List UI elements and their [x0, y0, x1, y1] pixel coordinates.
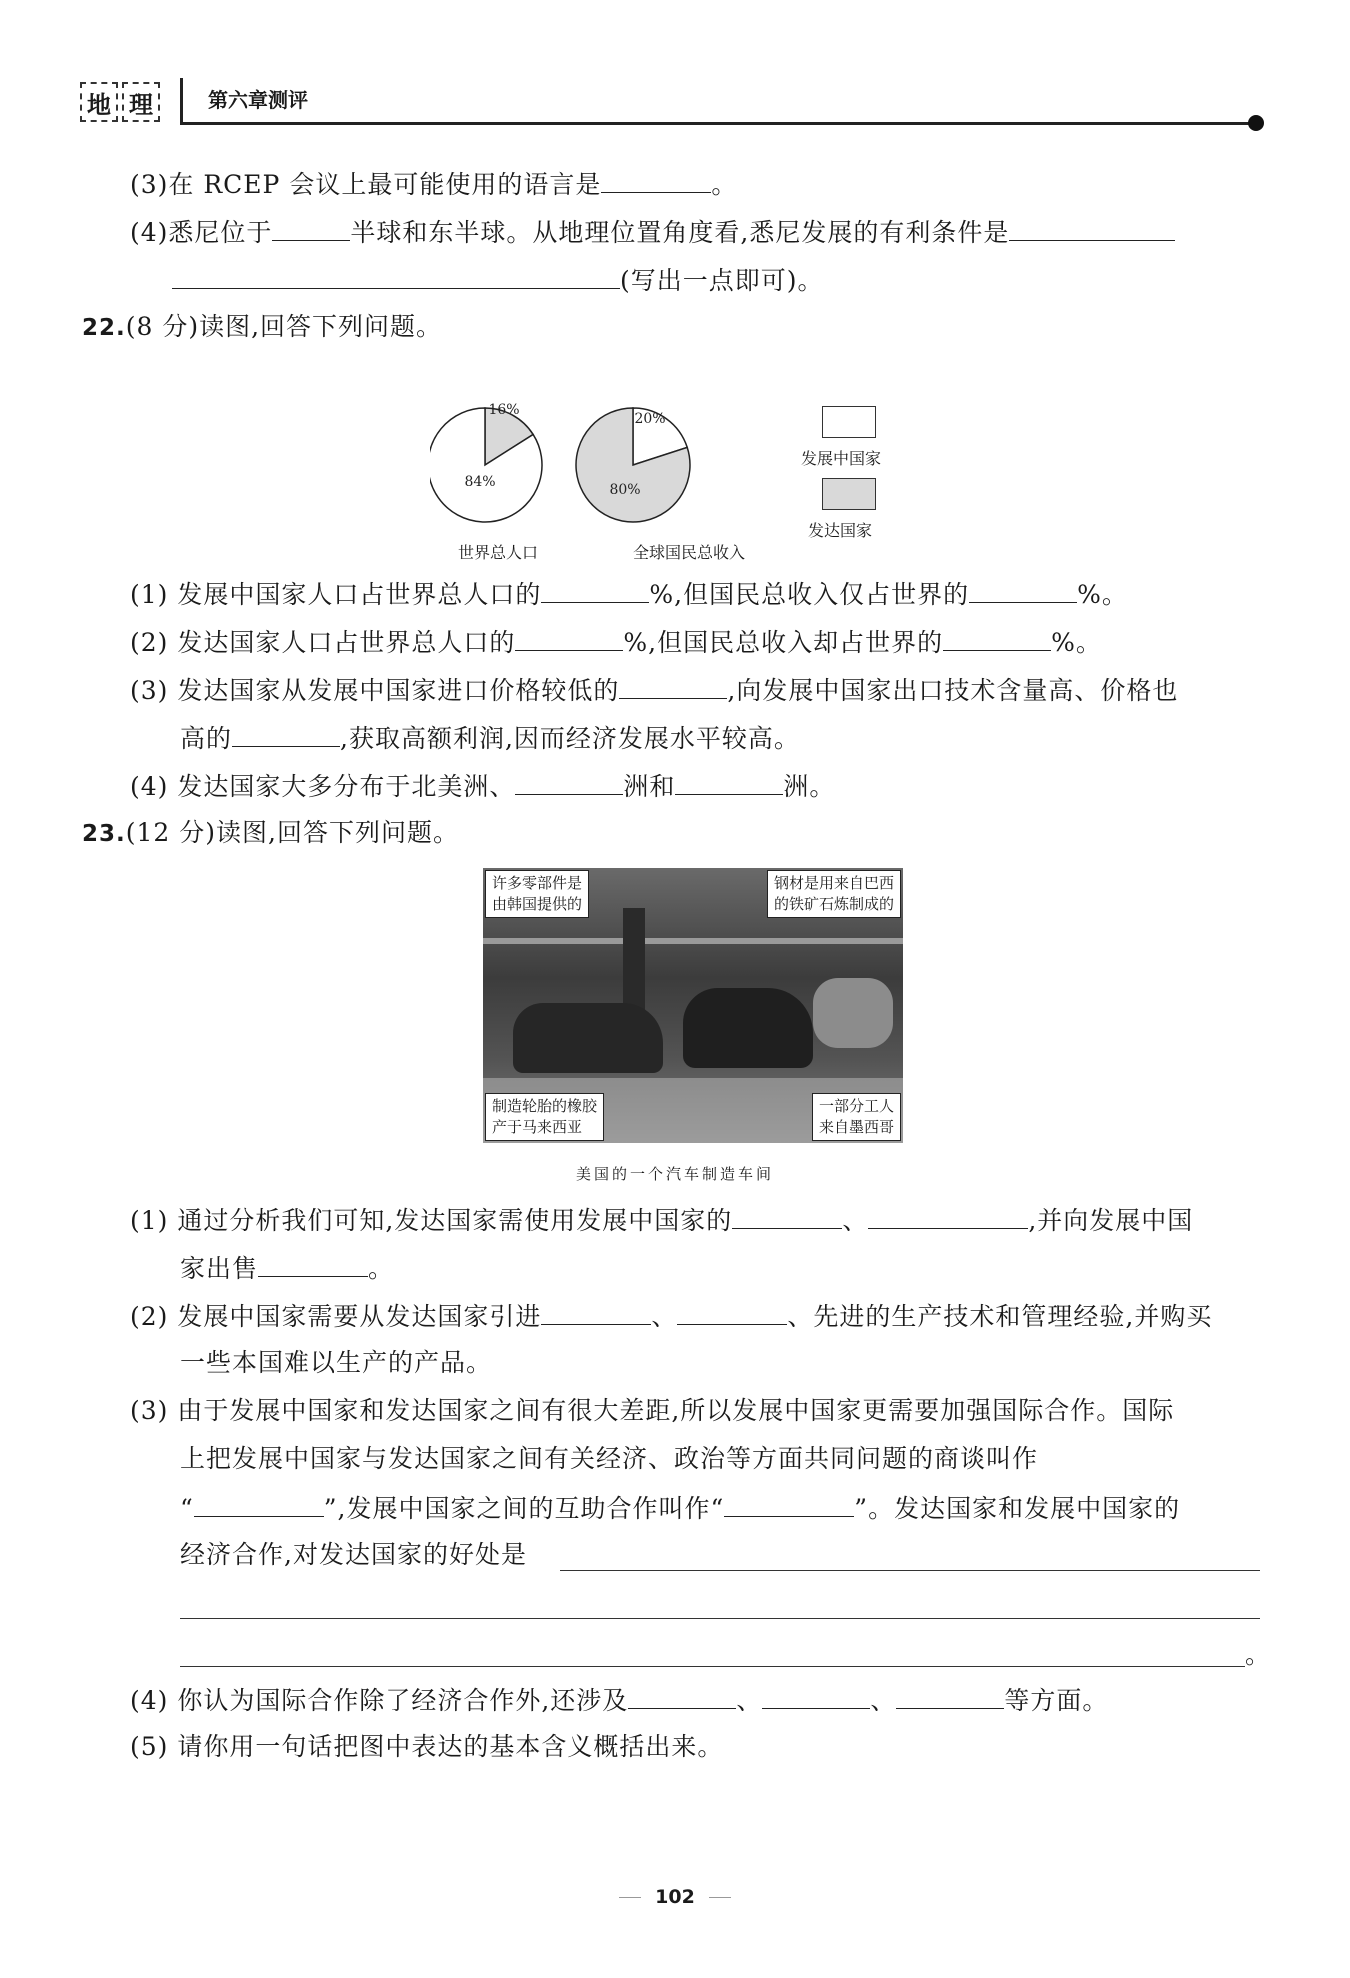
legend-label-developed: 发达国家 — [808, 521, 873, 540]
q23-part1: (1) 通过分析我们可知,发达国家需使用发展中国家的 、 ,并向发展中国 — [130, 1206, 1194, 1235]
answer-period: 。 — [1245, 1640, 1272, 1669]
answer-blank[interactable] — [541, 578, 649, 603]
chapter-title: 第六章测评 — [208, 88, 308, 112]
q21-part4: (4)悉尼位于 半球和东半球。从地理位置角度看,悉尼发展的有利条件是 — [130, 216, 1175, 248]
subject-char: 理 — [122, 82, 160, 122]
pie-chart-figure — [430, 378, 910, 568]
factory-photo — [483, 868, 903, 1143]
q22-part3-cont: 高的 ,获取高额利润,因而经济发展水平较高。 — [180, 724, 800, 753]
header-divider — [180, 78, 183, 124]
answer-blank[interactable] — [896, 1684, 1004, 1709]
photo-car-body — [813, 978, 893, 1048]
q23-heading: 23.(12 分)读图,回答下列问题。 — [82, 818, 459, 847]
legend-swatch-developed — [822, 478, 876, 510]
photo-label-mexico: 一部分工人 来自墨西哥 — [812, 1093, 901, 1141]
photo-label-malaysia: 制造轮胎的橡胶 产于马来西亚 — [485, 1093, 604, 1141]
q22-part4: (4) 发达国家大多分布于北美洲、 洲和 洲。 — [130, 772, 836, 801]
pie-slice-label: 84% — [464, 474, 496, 490]
legend-label-developing: 发展中国家 — [801, 449, 882, 468]
answer-blank[interactable] — [515, 770, 623, 795]
pie-slice-label: 80% — [609, 482, 641, 498]
q21-part4-cont: (写出一点即可)。 — [172, 264, 824, 296]
header-rule — [180, 122, 1255, 125]
q22-heading: 22.(8 分)读图,回答下列问题。 — [82, 312, 443, 341]
legend-swatch-developing — [822, 406, 876, 438]
answer-blank[interactable] — [272, 216, 350, 241]
q22-part2: (2) 发达国家人口占世界总人口的 %,但国民总收入却占世界的 %。 — [130, 628, 1102, 657]
answer-rule[interactable] — [560, 1570, 1260, 1571]
photo-label-brazil: 钢材是用来自巴西 的铁矿石炼制成的 — [767, 870, 901, 918]
answer-blank[interactable] — [762, 1684, 870, 1709]
page-number: 102 — [0, 1886, 1350, 1908]
photo-car-body — [683, 988, 813, 1068]
answer-blank[interactable] — [515, 626, 623, 651]
answer-blank[interactable] — [675, 770, 783, 795]
answer-blank[interactable] — [541, 1300, 651, 1325]
answer-blank[interactable] — [194, 1492, 324, 1517]
q23-part3: (3) 由于发展中国家和发达国家之间有很大差距,所以发展中国家更需要加强国际合作。国际 — [130, 1396, 1175, 1425]
q23-part5: (5) 请你用一句话把图中表达的基本含义概括出来。 — [130, 1732, 724, 1761]
q23-part2: (2) 发展中国家需要从发达国家引进 、 、先进的生产技术和管理经验,并购买 — [130, 1302, 1213, 1331]
photo-caption: 美国的一个汽车制造车间 — [575, 1165, 774, 1183]
q23-part3-line4: 经济合作,对发达国家的好处是 — [180, 1540, 527, 1569]
answer-blank[interactable] — [969, 578, 1077, 603]
q23-part4: (4) 你认为国际合作除了经济合作外,还涉及 、 、 等方面。 — [130, 1686, 1109, 1715]
pie-caption-population: 世界总人口 — [458, 543, 539, 562]
header-dot — [1248, 115, 1264, 131]
page-number-dash — [709, 1897, 731, 1898]
pie-slice-label: 16% — [488, 402, 520, 418]
page-number-dash — [619, 1897, 641, 1898]
q22-part3: (3) 发达国家从发展中国家进口价格较低的 ,向发展中国家出口技术含量高、价格也 — [130, 676, 1179, 705]
subject-char: 地 — [80, 82, 118, 122]
answer-blank[interactable] — [619, 674, 727, 699]
answer-blank[interactable] — [1009, 216, 1175, 241]
answer-blank[interactable] — [724, 1492, 854, 1517]
answer-blank[interactable] — [868, 1204, 1028, 1229]
answer-rule[interactable] — [180, 1618, 1260, 1619]
answer-blank[interactable] — [628, 1684, 736, 1709]
answer-blank[interactable] — [232, 722, 340, 747]
q23-part3-line3: “ ”,发展中国家之间的互助合作叫作“ ”。发达国家和发展中国家的 — [180, 1494, 1181, 1523]
page-header — [80, 78, 1270, 128]
answer-rule[interactable] — [180, 1666, 1245, 1667]
answer-blank[interactable] — [172, 264, 620, 289]
q23-part3-line2: 上把发展中国家与发达国家之间有关经济、政治等方面共同问题的商谈叫作 — [180, 1444, 1039, 1473]
answer-blank[interactable] — [732, 1204, 842, 1229]
pie-caption-income: 全球国民总收入 — [633, 543, 746, 562]
photo-beam — [483, 938, 903, 944]
answer-blank[interactable] — [258, 1252, 368, 1277]
q22-part1: (1) 发展中国家人口占世界总人口的 %,但国民总收入仅占世界的 %。 — [130, 580, 1128, 609]
answer-blank[interactable] — [677, 1300, 787, 1325]
q23-part1-cont: 家出售 。 — [180, 1254, 395, 1283]
answer-blank[interactable] — [601, 168, 711, 193]
photo-label-korea: 许多零部件是 由韩国提供的 — [485, 870, 589, 918]
answer-blank[interactable] — [943, 626, 1051, 651]
photo-car-body — [513, 1003, 663, 1073]
subject-label — [80, 82, 160, 122]
q21-part3: (3)在 RCEP 会议上最可能使用的语言是 。 — [130, 170, 738, 199]
q23-part2-cont: 一些本国难以生产的产品。 — [180, 1348, 493, 1377]
pie-slice-label: 20% — [634, 411, 666, 427]
